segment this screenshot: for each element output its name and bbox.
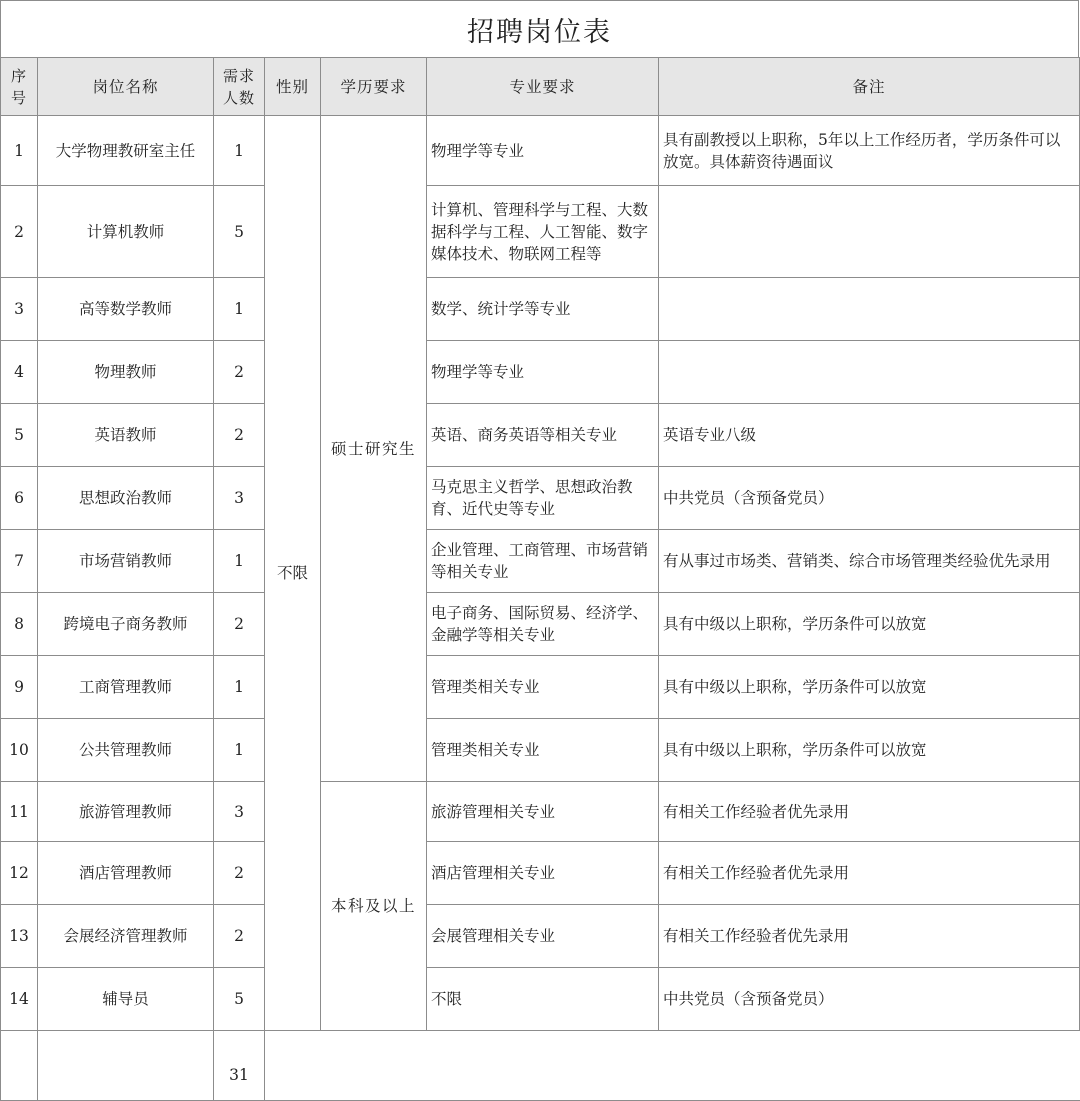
cell-seq: 4 <box>1 341 38 404</box>
table-header-row <box>1 58 1080 116</box>
cell-major: 电子商务、国际贸易、经济学、金融学等相关专业 <box>427 593 659 656</box>
cell-total-empty <box>265 1031 1080 1101</box>
cell-remarks: 具有中级以上职称，学历条件可以放宽 <box>659 719 1080 782</box>
cell-major: 马克思主义哲学、思想政治教育、近代史等专业 <box>427 467 659 530</box>
cell-major: 数学、统计学等专业 <box>427 278 659 341</box>
header-remarks: 备注 <box>659 58 1080 116</box>
cell-position: 跨境电子商务教师 <box>38 593 214 656</box>
cell-remarks: 有相关工作经验者优先录用 <box>659 782 1080 842</box>
cell-major: 酒店管理相关专业 <box>427 842 659 905</box>
cell-position: 英语教师 <box>38 404 214 467</box>
cell-total-count: 31 <box>214 1031 265 1101</box>
cell-remarks <box>659 341 1080 404</box>
table-row <box>1 404 1080 467</box>
cell-count: 5 <box>214 186 265 278</box>
recruitment-table <box>0 57 1080 1101</box>
cell-education-bachelor: 本科及以上 <box>321 782 427 1031</box>
cell-count: 1 <box>214 278 265 341</box>
cell-seq: 7 <box>1 530 38 593</box>
cell-count: 2 <box>214 593 265 656</box>
cell-remarks <box>659 278 1080 341</box>
header-major: 专业要求 <box>427 58 659 116</box>
cell-count: 1 <box>214 530 265 593</box>
table-row <box>1 341 1080 404</box>
cell-major: 管理类相关专业 <box>427 719 659 782</box>
cell-seq: 1 <box>1 116 38 186</box>
header-gender: 性别 <box>265 58 321 116</box>
cell-major: 会展管理相关专业 <box>427 905 659 968</box>
cell-major: 不限 <box>427 968 659 1031</box>
table-row <box>1 782 1080 842</box>
table-row <box>1 116 1080 186</box>
table-row <box>1 968 1080 1031</box>
cell-seq: 10 <box>1 719 38 782</box>
cell-position: 工商管理教师 <box>38 656 214 719</box>
table-row <box>1 467 1080 530</box>
table-row <box>1 186 1080 278</box>
cell-seq: 3 <box>1 278 38 341</box>
header-count: 需求人数 <box>214 58 265 116</box>
cell-count: 1 <box>214 116 265 186</box>
cell-major: 英语、商务英语等相关专业 <box>427 404 659 467</box>
cell-seq: 8 <box>1 593 38 656</box>
page-title: 招聘岗位表 <box>0 0 1079 57</box>
cell-remarks: 有相关工作经验者优先录用 <box>659 905 1080 968</box>
cell-count: 2 <box>214 842 265 905</box>
cell-position: 旅游管理教师 <box>38 782 214 842</box>
cell-count: 5 <box>214 968 265 1031</box>
table-row <box>1 842 1080 905</box>
header-position: 岗位名称 <box>38 58 214 116</box>
table-row <box>1 719 1080 782</box>
cell-major: 旅游管理相关专业 <box>427 782 659 842</box>
cell-seq: 12 <box>1 842 38 905</box>
table-row <box>1 905 1080 968</box>
cell-major: 企业管理、工商管理、市场营销等相关专业 <box>427 530 659 593</box>
cell-total-empty <box>38 1031 214 1101</box>
cell-count: 3 <box>214 782 265 842</box>
cell-remarks: 有从事过市场类、营销类、综合市场管理类经验优先录用 <box>659 530 1080 593</box>
cell-seq: 9 <box>1 656 38 719</box>
cell-position: 酒店管理教师 <box>38 842 214 905</box>
table-row <box>1 278 1080 341</box>
cell-seq: 6 <box>1 467 38 530</box>
cell-seq: 14 <box>1 968 38 1031</box>
cell-position: 辅导员 <box>38 968 214 1031</box>
cell-seq: 5 <box>1 404 38 467</box>
cell-remarks: 英语专业八级 <box>659 404 1080 467</box>
cell-remarks: 具有中级以上职称，学历条件可以放宽 <box>659 593 1080 656</box>
header-education: 学历要求 <box>321 58 427 116</box>
cell-major: 计算机、管理科学与工程、大数据科学与工程、人工智能、数字媒体技术、物联网工程等 <box>427 186 659 278</box>
cell-major: 物理学等专业 <box>427 341 659 404</box>
cell-count: 3 <box>214 467 265 530</box>
cell-remarks: 具有副教授以上职称，5年以上工作经历者，学历条件可以放宽。具体薪资待遇面议 <box>659 116 1080 186</box>
cell-remarks: 中共党员（含预备党员） <box>659 467 1080 530</box>
table-row <box>1 656 1080 719</box>
cell-major: 管理类相关专业 <box>427 656 659 719</box>
table-row <box>1 593 1080 656</box>
cell-count: 2 <box>214 404 265 467</box>
cell-remarks: 有相关工作经验者优先录用 <box>659 842 1080 905</box>
cell-total-empty <box>1 1031 38 1101</box>
cell-gender: 不限 <box>265 116 321 1031</box>
cell-position: 物理教师 <box>38 341 214 404</box>
table-total-row <box>1 1031 1080 1101</box>
cell-count: 2 <box>214 341 265 404</box>
cell-position: 会展经济管理教师 <box>38 905 214 968</box>
cell-position: 市场营销教师 <box>38 530 214 593</box>
cell-seq: 11 <box>1 782 38 842</box>
cell-remarks: 具有中级以上职称，学历条件可以放宽 <box>659 656 1080 719</box>
cell-position: 高等数学教师 <box>38 278 214 341</box>
table-row <box>1 530 1080 593</box>
cell-remarks <box>659 186 1080 278</box>
cell-seq: 13 <box>1 905 38 968</box>
header-seq: 序号 <box>1 58 38 116</box>
cell-position: 公共管理教师 <box>38 719 214 782</box>
cell-education-master: 硕士研究生 <box>321 116 427 782</box>
cell-position: 大学物理教研室主任 <box>38 116 214 186</box>
cell-position: 思想政治教师 <box>38 467 214 530</box>
cell-major: 物理学等专业 <box>427 116 659 186</box>
cell-remarks: 中共党员（含预备党员） <box>659 968 1080 1031</box>
cell-count: 1 <box>214 656 265 719</box>
cell-seq: 2 <box>1 186 38 278</box>
cell-count: 1 <box>214 719 265 782</box>
cell-count: 2 <box>214 905 265 968</box>
cell-position: 计算机教师 <box>38 186 214 278</box>
